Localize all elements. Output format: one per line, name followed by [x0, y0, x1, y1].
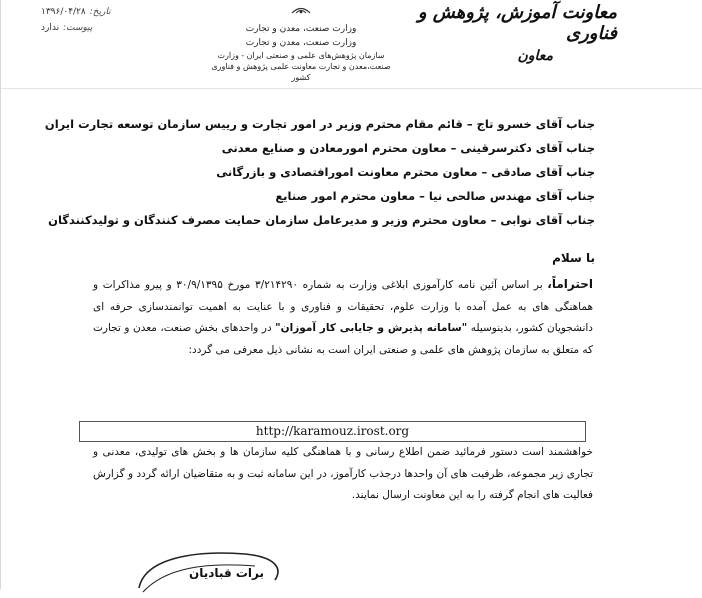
- paragraph-1-tail: در واحدهای بخش صنعت، معدن و تجارت که متعلق به سازمان پژوهش های علمی و صنعتی ایران است به نشانی ذیل معرفی می گردد:: [93, 322, 593, 356]
- body-paragraph-1: [93, 274, 593, 361]
- opening-word: احتراماً،: [547, 277, 593, 291]
- salutation: با سلام: [552, 251, 595, 265]
- header-divider: [1, 88, 702, 89]
- letter-subtitle: معاون: [517, 48, 553, 64]
- signatory-name: برات قبادیان: [189, 566, 264, 580]
- recipient-item: جناب آقای خسرو تاج – قائم مقام محترم وزیر در امور تجارت و رییس سازمان توسعه تجارت ایران: [44, 117, 595, 131]
- ministry-line-3: سازمان پژوهش‌های علمی و صنعتی ایران - وزارت صنعت،معدن و تجارت معاونت علمی پژوهش و فناوری کشور: [211, 51, 391, 82]
- attachment-value: ندارد: [41, 23, 60, 33]
- recipient-item: جناب آقای نوابی – معاون محترم وزیر و مدیرعامل سازمان حمایت مصرف کنندگان و تولیدکنندگان: [48, 213, 595, 227]
- paragraph-1-text: بر اساس آئین نامه کارآموزی ابلاغی وزارت به شماره ۳/۲۱۴۲۹۰ مورخ ۳۰/۹/۱۳۹۵ و پیرو مذاکرات و هماهنگی های به عمل آمده با وزارت علوم، تحقیقات و فناوری و با عنایت به اهمیت توانمندسازی حرفه ای دانشجویان کشور، بدینوسیله: [93, 279, 593, 335]
- ministry-emblem-icon: [290, 4, 312, 16]
- ministry-line-2: وزارت صنعت، معدن و تجارت: [245, 38, 357, 48]
- recipient-item: جناب آقای صادقی – معاون محترم معاونت امورافتصادی و بازرگانی: [216, 165, 595, 179]
- letter-meta: [41, 4, 161, 36]
- attachment-label: پیوست:: [63, 23, 93, 33]
- date-label: تاریخ:: [89, 7, 111, 17]
- attachment-row: [41, 20, 161, 36]
- recipient-item: جناب آقای دکترسرقینی – معاون محترم امورمعادن و صنایع معدنی: [221, 141, 595, 155]
- system-name-highlight: "سامانه پذیرش و جایابی کار آموزان": [275, 322, 468, 335]
- recipient-item: جناب آقای مهندس صالحی نیا – معاون محترم امور صنایع: [275, 189, 595, 203]
- date-value: ۱۳۹۶/۰۴/۲۸: [41, 7, 86, 17]
- letter-title: معاونت آموزش، پژوهش و فناوری: [417, 2, 617, 44]
- recipient-list: [44, 112, 595, 232]
- system-url-link[interactable]: http://karamouz.irost.org: [79, 421, 586, 442]
- date-row: [41, 4, 161, 20]
- ministry-line-1: وزارت صنعت، معدن و تجارت: [245, 24, 357, 34]
- ministry-block: [201, 4, 401, 83]
- body-paragraph-2: خواهشمند است دستور فرمائید ضمن اطلاع رسانی و با هماهنگی کلیه سازمان ها و بخش های تولیدی، معدنی و تجاری زیر مجموعه، ظرفیت های آن واحدها درجذب کارآموز، در این سامانه ثبت و به متقاضیان ارائه گردد و گزارش فعالیت های انجام گرفته را به این معاونت ارسال نمایند.: [93, 446, 593, 502]
